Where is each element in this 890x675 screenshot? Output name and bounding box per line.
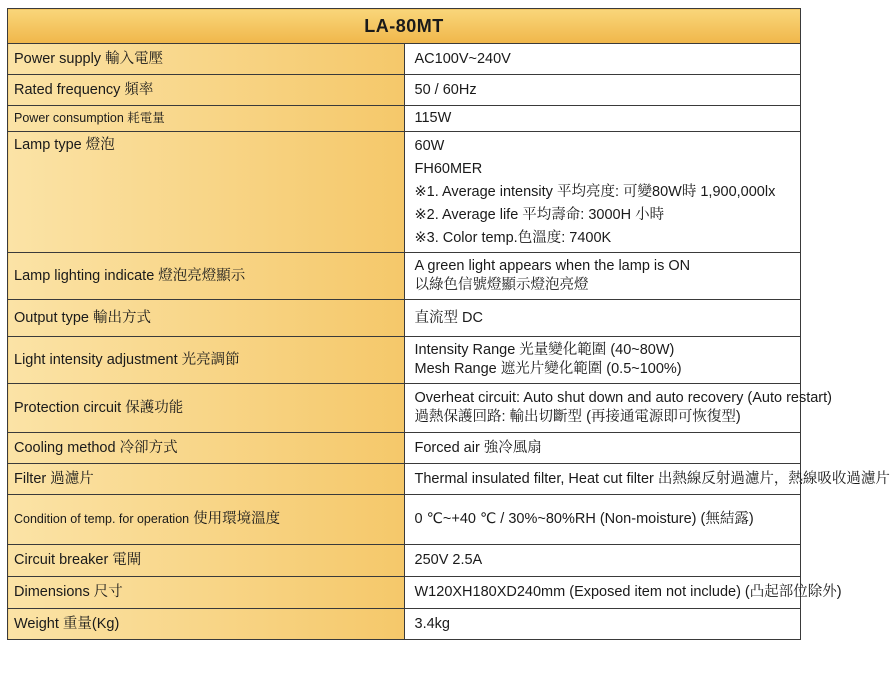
value-line: ※1. Average intensity 平均亮度: 可變80W時 1,900,000lx [414,183,776,200]
row-label [8,300,405,337]
row-label [8,253,405,300]
value-line: Mesh Range 遮光片變化範圍 (0.5~100%) [414,361,682,377]
row-value [404,609,801,640]
table-row [8,545,801,577]
table-row [8,300,801,337]
value-line: 250V 2.5A [414,552,483,568]
table-row [8,577,801,609]
row-value [404,545,801,577]
row-label [8,495,405,545]
row-value [404,253,801,300]
table-row [8,384,801,433]
table-row [8,337,801,384]
label-line: Protection circuit [14,399,122,416]
value-line: A green light appears when the lamp is ON [414,258,691,274]
table-row [8,75,801,106]
row-label [8,384,405,433]
title-row [8,9,801,44]
table-row [8,253,801,300]
row-label [8,545,405,577]
row-value [404,464,890,495]
label-line: Lamp type [14,137,82,153]
label-line: Power consumption 耗電量 [14,111,165,125]
value-line: Forced air 強冷風扇 [414,439,542,456]
value-line: 0 ℃~+40 ℃ / 30%~80%RH (Non-moisture) (無結露) [414,511,754,527]
row-value [404,577,842,609]
label-line: 保護功能 [125,399,184,416]
table-row [8,609,801,640]
value-line: ※2. Average life 平均壽命: 3000H 小時 [414,206,665,223]
model-title: LA-80MT [8,9,801,44]
row-value [404,337,801,384]
value-line: Thermal insulated filter, Heat cut filter 出熱線反射過濾片，熱線吸收過濾片 [414,470,890,487]
value-line: 50 / 60Hz [414,81,477,98]
label-line: Filter 過濾片 [14,470,94,487]
row-value [404,300,801,337]
row-label [8,337,405,384]
row-label [8,75,405,106]
row-value [404,75,801,106]
table-row [8,132,801,253]
value-line: 直流型 DC [414,309,483,326]
row-value [404,495,801,545]
row-value [404,106,801,132]
row-value [404,384,832,433]
row-label [8,577,405,609]
label-line: Light intensity adjustment [14,351,178,368]
value-line: Intensity Range 光量變化範圍 (40~80W) [414,342,675,358]
label-line: 燈泡 [85,137,115,153]
label-line: Circuit breaker 電閘 [14,552,142,568]
label-line: Output type 輸出方式 [14,309,151,326]
row-label [8,433,405,464]
value-line: 3.4kg [414,615,450,632]
table-row [8,106,801,132]
table-row [8,464,801,495]
table-row [8,44,801,75]
label-line: Power supply 輸入電壓 [14,50,164,67]
row-label [8,609,405,640]
label-line: 光亮調節 [181,351,240,368]
value-line: 以綠色信號燈顯示燈泡亮燈 [414,277,589,293]
row-label [8,464,405,495]
value-line: FH60MER [414,160,483,177]
row-value [404,433,801,464]
label-line: Rated frequency 頻率 [14,81,154,98]
value-line: ※3. Color temp.色溫度: 7400K [414,229,612,246]
value-line: 115W [414,110,452,126]
value-line: Overheat circuit: Auto shut down and auto recovery (Auto restart) [414,390,832,406]
value-line: 過熱保護回路: 輸出切斷型 (再接通電源即可恢復型) [414,409,741,425]
table-row [8,495,801,545]
row-value [404,132,801,253]
label-line: Dimensions 尺寸 [14,584,123,600]
label-line: Condition of temp. for operation [14,512,190,526]
row-label [8,44,405,75]
label-line: Weight 重量(Kg) [14,615,120,632]
label-line: Cooling method 冷卻方式 [14,439,178,456]
spec-table [7,8,890,640]
row-value [404,44,801,75]
value-line: 60W [414,137,445,154]
row-label [8,106,405,132]
label-line: 燈泡亮燈顯示 [158,267,246,284]
row-label [8,132,405,253]
label-line: Lamp lighting indicate [14,267,155,284]
value-line: W120XH180XD240mm (Exposed item not include) (凸起部位除外) [414,584,842,600]
table-row [8,433,801,464]
value-line: AC100V~240V [414,50,511,67]
label-line: 使用環境溫度 [193,511,281,527]
